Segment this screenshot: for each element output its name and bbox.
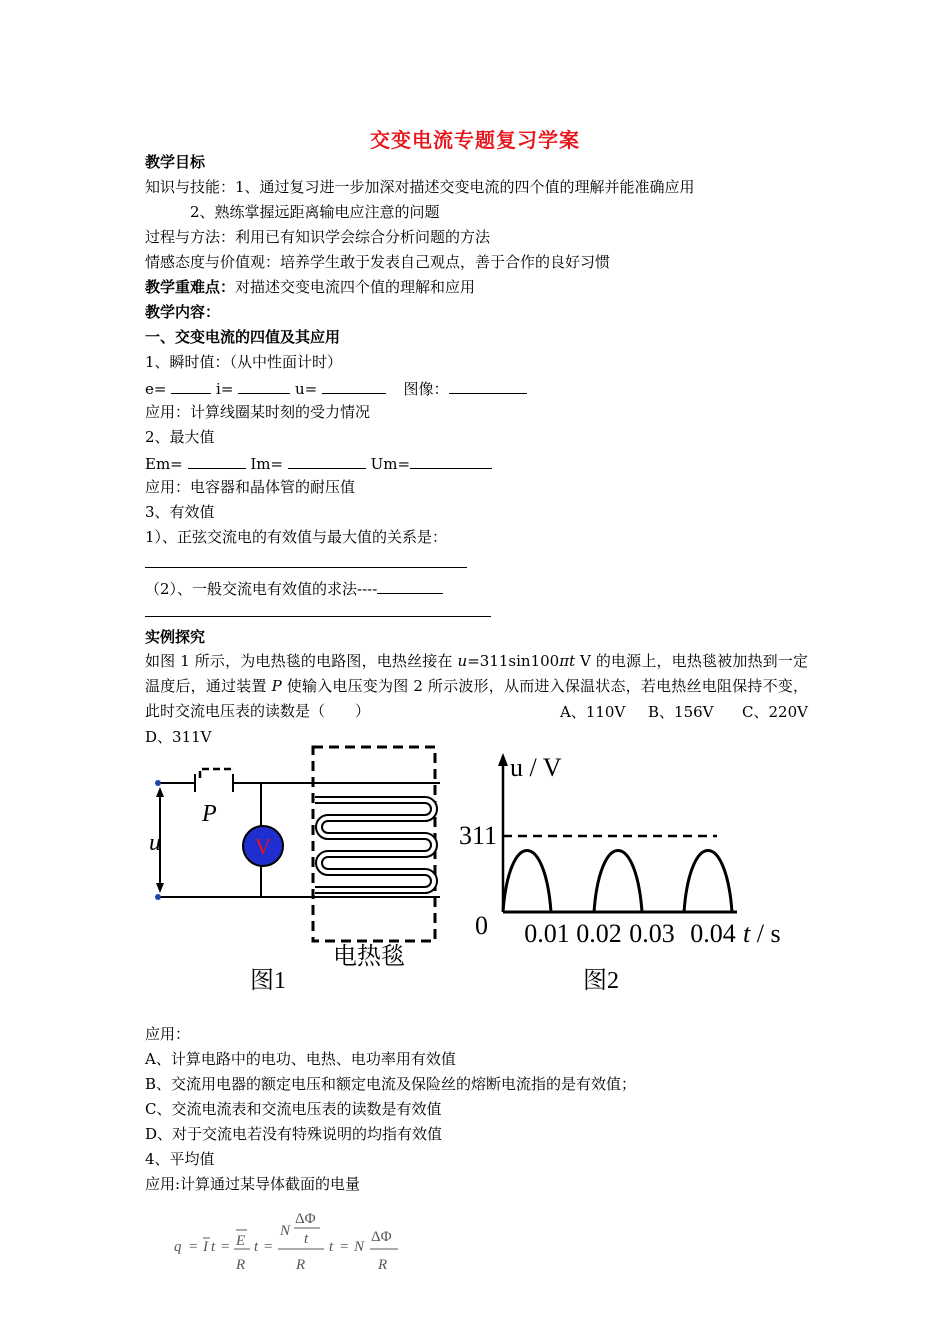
half-wave-pulse-3 xyxy=(684,851,732,913)
knowledge-item-1: 1、通过复习进一步加深对描述交变电流的四个值的理解并能准确应用 xyxy=(235,178,695,196)
terminal-top xyxy=(155,780,161,786)
blanket-dashed-box xyxy=(313,747,435,941)
rms-application-c: C、交流电流表和交流电压表的读数是有效值 xyxy=(145,1100,442,1118)
formula-t-4: t xyxy=(329,1239,334,1255)
example-pi-t: πt xyxy=(559,652,576,670)
formula-i: I xyxy=(203,1239,208,1255)
example-device-p: P xyxy=(271,677,282,695)
device-p-label: P xyxy=(202,801,217,827)
max-application: 应用：电容器和晶体管的耐压值 xyxy=(145,478,356,496)
voltage-u-label: u xyxy=(149,830,161,856)
blank-im[interactable] xyxy=(288,452,366,469)
voltage-arrow-up xyxy=(156,787,164,797)
x-tick-label-1: 0.01 xyxy=(524,919,570,948)
formula-eq-2: = xyxy=(221,1239,230,1255)
formula-dphi-2: ΔΦ xyxy=(371,1229,392,1245)
option-b[interactable]: B、156V xyxy=(648,703,714,721)
rms-answer-line-2[interactable] xyxy=(145,616,491,617)
blank-rms-method[interactable] xyxy=(377,577,443,594)
formula-eq-4: = xyxy=(340,1239,349,1255)
process-method-line: 过程与方法：利用已有知识学会综合分析问题的方法 xyxy=(145,228,491,246)
rms-question-2: （2）、一般交流电有效值的求法---- xyxy=(145,580,378,598)
formula-q: q xyxy=(174,1239,182,1255)
blank-graph[interactable] xyxy=(449,377,527,394)
x-axis-label: t / s xyxy=(743,919,781,948)
formula-dphi-1: ΔΦ xyxy=(295,1211,316,1227)
terminal-bottom xyxy=(155,894,161,900)
figure-1-caption: 图1 xyxy=(250,968,286,994)
example-text-3: V 的电源上，电热毯被加热到一定温度后，通过装置 xyxy=(145,652,808,695)
y-axis-label: u / V xyxy=(510,753,562,782)
goals-heading: 教学目标 xyxy=(145,153,206,171)
document-title: 交变电流专题复习学案 xyxy=(370,128,580,152)
section-1-heading: 一、交变电流的四值及其应用 xyxy=(145,328,341,346)
average-value-heading: 4、平均值 xyxy=(145,1150,215,1168)
heating-wire-inner xyxy=(315,800,434,890)
formula-r-1: R xyxy=(236,1257,246,1273)
rms-application-b: B、交流用电器的额定电压和额定电流及保险丝的熔断电流指的是有效值； xyxy=(145,1075,637,1093)
formula-n-1: N xyxy=(280,1223,291,1239)
figure-2-waveform xyxy=(455,748,800,998)
formula-e: E xyxy=(236,1233,246,1249)
knowledge-item-2: 2、熟练掌握远距离输电应注意的问题 xyxy=(190,203,440,221)
example-heading: 实例探究 xyxy=(145,628,206,646)
max-um-label: Um= xyxy=(370,455,411,473)
average-application: 应用:计算通过某导体截面的电量 xyxy=(145,1175,361,1193)
half-wave-pulse-2 xyxy=(594,851,642,913)
instant-application: 应用：计算线圈某时刻的受力情况 xyxy=(145,403,371,421)
keypoint-label: 教学重难点： xyxy=(145,278,236,296)
formula-r-3: R xyxy=(378,1257,388,1273)
rms-application-heading: 应用： xyxy=(145,1025,191,1043)
instant-e-label: e= xyxy=(145,380,167,398)
figure-1-circuit xyxy=(140,740,450,1000)
instant-graph-label: 图像： xyxy=(403,380,449,398)
heating-wire-outer xyxy=(315,800,434,890)
figure-2-caption: 图2 xyxy=(583,968,619,994)
max-im-label: Im= xyxy=(250,455,284,473)
instant-u-label: u= xyxy=(294,380,318,398)
x-tick-label-4: 0.04 xyxy=(690,919,736,948)
content-heading: 教学内容： xyxy=(145,303,221,321)
option-d[interactable]: D、311V xyxy=(145,728,212,746)
charge-formula xyxy=(170,1205,420,1275)
rms-question-1: 1）、正弦交流电的有效值与最大值的关系是： xyxy=(145,528,448,546)
origin-label: 0 xyxy=(475,911,488,940)
knowledge-line-1 xyxy=(145,177,695,197)
max-em-label: Em= xyxy=(145,455,183,473)
rms-application-a: A、计算电路中的电功、电热、电功率用有效值 xyxy=(145,1050,456,1068)
voltmeter-v-label: V xyxy=(255,834,271,859)
half-wave-pulse-1 xyxy=(503,851,551,913)
example-options-abc xyxy=(560,702,808,722)
rms-answer-line-1[interactable] xyxy=(145,567,467,568)
formula-eq-1: = xyxy=(189,1239,198,1255)
example-text-2: =311sin100 xyxy=(467,652,560,670)
example-formula-u: u xyxy=(457,652,468,670)
rms-question-2-line xyxy=(145,577,443,599)
instant-value-heading: 1、瞬时值：（从中性面计时） xyxy=(145,353,343,371)
formula-n-2: N xyxy=(354,1239,365,1255)
blanket-label: 电热毯 xyxy=(333,944,405,970)
x-tick-label-3: 0.03 xyxy=(629,919,675,948)
blank-i[interactable] xyxy=(238,377,290,394)
y-axis-arrow xyxy=(498,753,508,766)
voltage-arrow-down xyxy=(156,883,164,893)
option-a[interactable]: A、110V xyxy=(560,703,626,721)
x-tick-label-2: 0.02 xyxy=(576,919,622,948)
x-tick-labels xyxy=(524,919,736,948)
example-text-1: 如图 1 所示，为电热毯的电路图，电热丝接在 xyxy=(145,652,458,670)
keypoint-text: 对描述交变电流四个值的理解和应用 xyxy=(235,278,476,296)
rms-application-d: D、对于交流电若没有特殊说明的均指有效值 xyxy=(145,1125,443,1143)
half-wave-pulses xyxy=(503,851,732,913)
blank-em[interactable] xyxy=(188,452,246,469)
formula-eq-3: = xyxy=(264,1239,273,1255)
keypoint-line xyxy=(145,277,475,297)
max-value-heading: 2、最大值 xyxy=(145,428,215,446)
instant-i-label: i= xyxy=(216,380,234,398)
formula-t-1: t xyxy=(211,1239,216,1255)
example-text-4: 使输入电压变为图 2 所示波形，从而进入保温状态，若电热丝电阻保持不变，此时交流电压表的读数是（ ） xyxy=(145,677,808,720)
instant-value-blanks xyxy=(145,377,527,399)
rms-heading: 3、有效值 xyxy=(145,503,215,521)
blank-e[interactable] xyxy=(171,377,211,394)
blank-u[interactable] xyxy=(322,377,386,394)
knowledge-label: 知识与技能： xyxy=(145,178,236,196)
blank-um[interactable] xyxy=(410,452,492,469)
peak-value-label: 311 xyxy=(459,821,498,850)
formula-t-2: t xyxy=(254,1239,259,1255)
formula-t-3: t xyxy=(304,1231,309,1247)
formula-r-2: R xyxy=(296,1257,306,1273)
max-value-blanks xyxy=(145,452,492,474)
option-c[interactable]: C、220V xyxy=(742,703,808,721)
attitude-line: 情感态度与价值观：培养学生敢于发表自己观点，善于合作的良好习惯 xyxy=(145,253,611,271)
device-p-dashed-box xyxy=(200,769,234,778)
